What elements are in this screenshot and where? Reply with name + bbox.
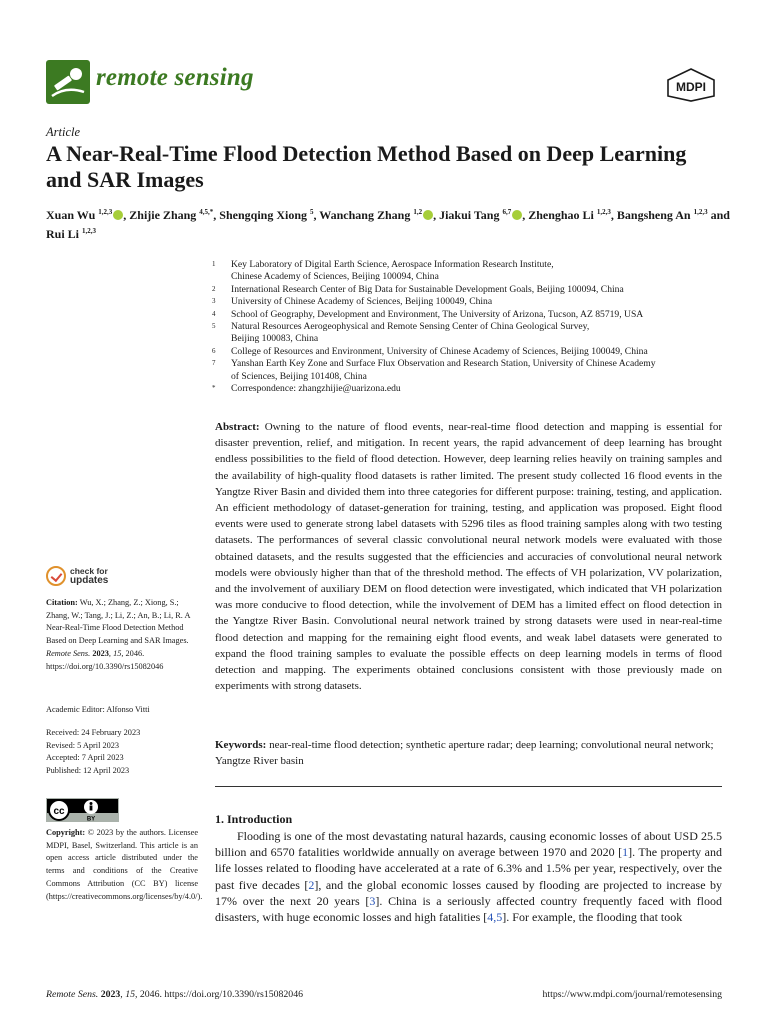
citation-label: Citation: [46,598,78,607]
journal-logo-icon [46,60,90,104]
article-type: Article [46,125,81,139]
affiliation-text: School of Geography, Development and Environment, The University of Arizona, Tucson, AZ 85719, USA [231,308,644,320]
affiliation-item [212,321,732,346]
date-entry: Accepted: 7 April 2023 [46,753,124,763]
abstract-text: Owning to the nature of flood events, near-real-time flood detection and mapping is essential for disaster prevention, relief, and mitigation. In recent years, the rapid advancement of deep learning has brought endless possibilities to the field of flood detection. However, deep learning relies heavily on training samples and the availability of high-quality flood datasets is rather limited. The present study collected 16 flood events in the Yangtze River Basin and divided them into three categories for different purpose: training, testing, and application. An efficient methodology of dataset-generation for training, testing, and application was proposed. Eight flood events were used to generate strong label datasets with 5296 tiles as flood training samples along with two testing datasets. The performances of several classic convolutional neural network models were evaluated with those obtained datasets, and the results suggested that the efficiencies and accuracies of convolutional neural network models were obviously higher than that of the threshold method. The effects of VH polarization, VV polarization, and the involvement of auxiliary DEM on flood detection were investigated, which indicated that VH polarization was more conducive to flood detection, while the involvement of DEM has a limited effect on flood detection in the Yangtze River Basin. Convolutional neural network trained by strong datasets were used in near-real-time flood detection and mapping for the remaining eight flood events, and weak label datasets were generated to expand the flood training samples to evaluate the possible effects on deep learning models in terms of flood detection and mapping. The experiments obtained conclusions consistent with those previously made on experiments with strong datasets. [215,421,723,693]
affiliation-item [212,259,732,284]
affiliation-number: 2 [212,284,216,293]
introduction-paragraph [215,828,722,925]
author-affiliation-marker: 1,2 [413,208,423,216]
citation-text: Wu, X.; Zhang, Z.; Xiong, S.; Zhang, W.; Tang, J.; Li, Z.; An, B.; Li, R. A Near-Real-Time Flood Detection Method Based on Deep Learning and SAR Images. [46,598,191,646]
keywords-text: near-real-time flood detection; synthetic aperture radar; deep learning; convolutional neural network; Yangtze River basin [215,739,714,768]
orcid-icon[interactable] [113,210,123,220]
affiliation-item [212,358,732,383]
author-separator: and [707,208,730,222]
body-text-run: Flooding is one of the most devastating natural hazards, causing economic losses of about USD 25.5 billion and 6570 fatalities worldwide annually on average between 1970 and 2020 [ [215,829,722,860]
keywords-label: Keywords: [215,739,267,751]
citation-journal: Remote Sens. [46,648,91,658]
affiliation-text: College of Resources and Environment, University of Chinese Academy of Sciences, Beijing 100049, China [231,345,648,357]
author-affiliation-marker: 4,5,* [199,208,214,216]
affiliation-number: 1 [212,260,216,268]
author-name: Xuan Wu [46,208,99,222]
date-entry: Published: 12 April 2023 [46,766,130,776]
author-list [46,204,736,242]
citation-link[interactable]: 4,5 [487,910,503,925]
affiliation-text: International Research Center of Big Data for Sustainable Development Goals, Beijing 100094, China [231,283,624,295]
body-text-run: ]. The property and life losses related to flooding have accelerated at a rate of 6.3% and 1.5% per year, respectively, over the past five decades [ [215,845,722,892]
cc-by-license-icon[interactable] [46,798,119,822]
citation-volume: 15 [113,648,122,658]
affiliation-text: Yanshan Earth Key Zone and Surface Flux Observation and Research Station, University of Chinese Academy of Sciences, Beijing 101408, China [231,358,656,382]
author-affiliation-marker: 1,2,3 [596,208,611,216]
svg-text:MDPI: MDPI [676,80,706,94]
author-name: Rui Li [46,227,83,241]
check-updates-icon [46,566,66,586]
mdpi-logo-icon [666,68,716,102]
author-separator: , [213,208,217,222]
affiliation-item [212,296,732,308]
author-name: Jiakui Tang [436,208,503,222]
affiliation-text: Natural Resources Aerogeophysical and Remote Sensing Center of China Geological Survey, Beijing 100083, China [231,321,590,345]
affiliation-item [212,309,732,321]
author-affiliation-marker: 1,2,3 [693,208,708,216]
check-updates-line2: updates [70,575,109,586]
affiliation-number: 6 [212,346,216,355]
affiliation-text: Correspondence: zhangzhijie@uarizona.edu [231,383,401,395]
citation-link[interactable]: 1 [622,845,629,860]
affiliation-number: 7 [212,359,216,368]
footer-doi[interactable]: , 2046. https://doi.org/10.3390/rs15082046 [134,989,303,1000]
citation-year: 2023 [92,648,109,658]
author-affiliation-marker: 1,2,3 [98,208,113,216]
author-separator: , [610,208,614,222]
affiliation-number: * [212,384,216,393]
copyright-notice [46,827,203,903]
author-separator: , [433,208,437,222]
affiliation-number: 4 [212,309,216,318]
author-name: Bangsheng An [613,208,694,222]
affiliation-item [212,284,732,296]
author-affiliation-marker: 1,2,3 [82,227,97,235]
author-separator: , [313,208,317,222]
author-name: Zhijie Zhang [126,208,200,222]
author-name: Wanchang Zhang [316,208,414,222]
author-affiliation-marker: 5 [310,208,314,216]
author-affiliation-marker: 6,7 [502,208,512,216]
footer-citation: Remote Sens. 2023, 15, 2046. https://doi.org/10.3390/rs15082046 [46,989,303,1000]
academic-editor: Academic Editor: Alfonso Vitti [46,705,150,714]
affiliation-number: 5 [212,322,216,331]
abstract-label: Abstract: [215,421,260,433]
date-entry: Revised: 5 April 2023 [46,740,120,750]
affiliation-number: 3 [212,297,216,306]
body-text-run: ], and the global economic losses caused by flooding are projected to increase by 17% over the next 20 years [ [215,877,722,908]
author-name: Zhenghao Li [525,208,597,222]
svg-text:cc: cc [53,806,65,817]
affiliation-text: Key Laboratory of Digital Earth Science, Aerospace Information Research Institute, Chinese Academy of Sciences, Beijing 100094, China [231,259,554,283]
svg-text:BY: BY [86,816,96,822]
author-separator: , [522,208,526,222]
footer-volume: 15 [125,989,135,1000]
section-heading-introduction: 1. Introduction [215,812,293,826]
keywords [215,737,722,769]
date-entry: Received: 24 February 2023 [46,728,141,737]
section-divider [215,786,722,787]
affiliation-item [212,346,732,358]
copyright-text: © 2023 by the authors. Licensee MDPI, Basel, Switzerland. This article is an open access article distributed under the terms and conditions of the Creative Commons Attribution (CC BY) license (https://creativecommons.org/licenses/by/4.0/). [46,828,203,901]
paper-title: A Near-Real-Time Flood Detection Method Based on Deep Learning and SAR Images [46,141,687,192]
journal-name: remote sensing [96,64,254,91]
footer-journal: Remote Sens. [46,989,99,1000]
citation-link[interactable]: 2 [308,877,315,892]
orcid-icon[interactable] [512,210,522,220]
citation-doi[interactable]: , 2046. https://doi.org/10.3390/rs15082046 [46,648,164,671]
orcid-icon[interactable] [423,210,433,220]
affiliation-text: University of Chinese Academy of Sciences, Beijing 100049, China [231,296,493,308]
affiliation-item [212,383,732,395]
check-for-updates-button[interactable] [46,566,108,586]
copyright-label: Copyright: [46,828,86,837]
author-separator: , [123,208,127,222]
body-text-run: ]. China is a seriously affected country frequently faced with flood disasters, with huge economic losses and high fatalities [ [215,893,722,925]
citation: Citation: Wu, X.; Zhang, Z.; Xiong, S.; Zhang, W.; Tang, J.; Li, Z.; An, B.; Li, R. A Near-Real-Time Flood Detection Method Based on Deep Learning and SAR Images. Remote Sens. 2023, 15, 2046. https://doi.org/10.3390/rs15082046 [46,598,191,671]
footer-year: 2023 [100,989,121,1000]
publication-dates [46,727,198,778]
footer-journal-url[interactable]: https://www.mdpi.com/journal/remotesensing [542,989,722,1000]
abstract [215,419,722,694]
body-text-run: ]. For example, the flooding that took [502,910,683,925]
check-updates-line1: check for [70,566,108,576]
citation-link[interactable]: 3 [369,893,376,908]
author-name: Shengqing Xiong [216,208,310,222]
affiliations [212,259,732,395]
